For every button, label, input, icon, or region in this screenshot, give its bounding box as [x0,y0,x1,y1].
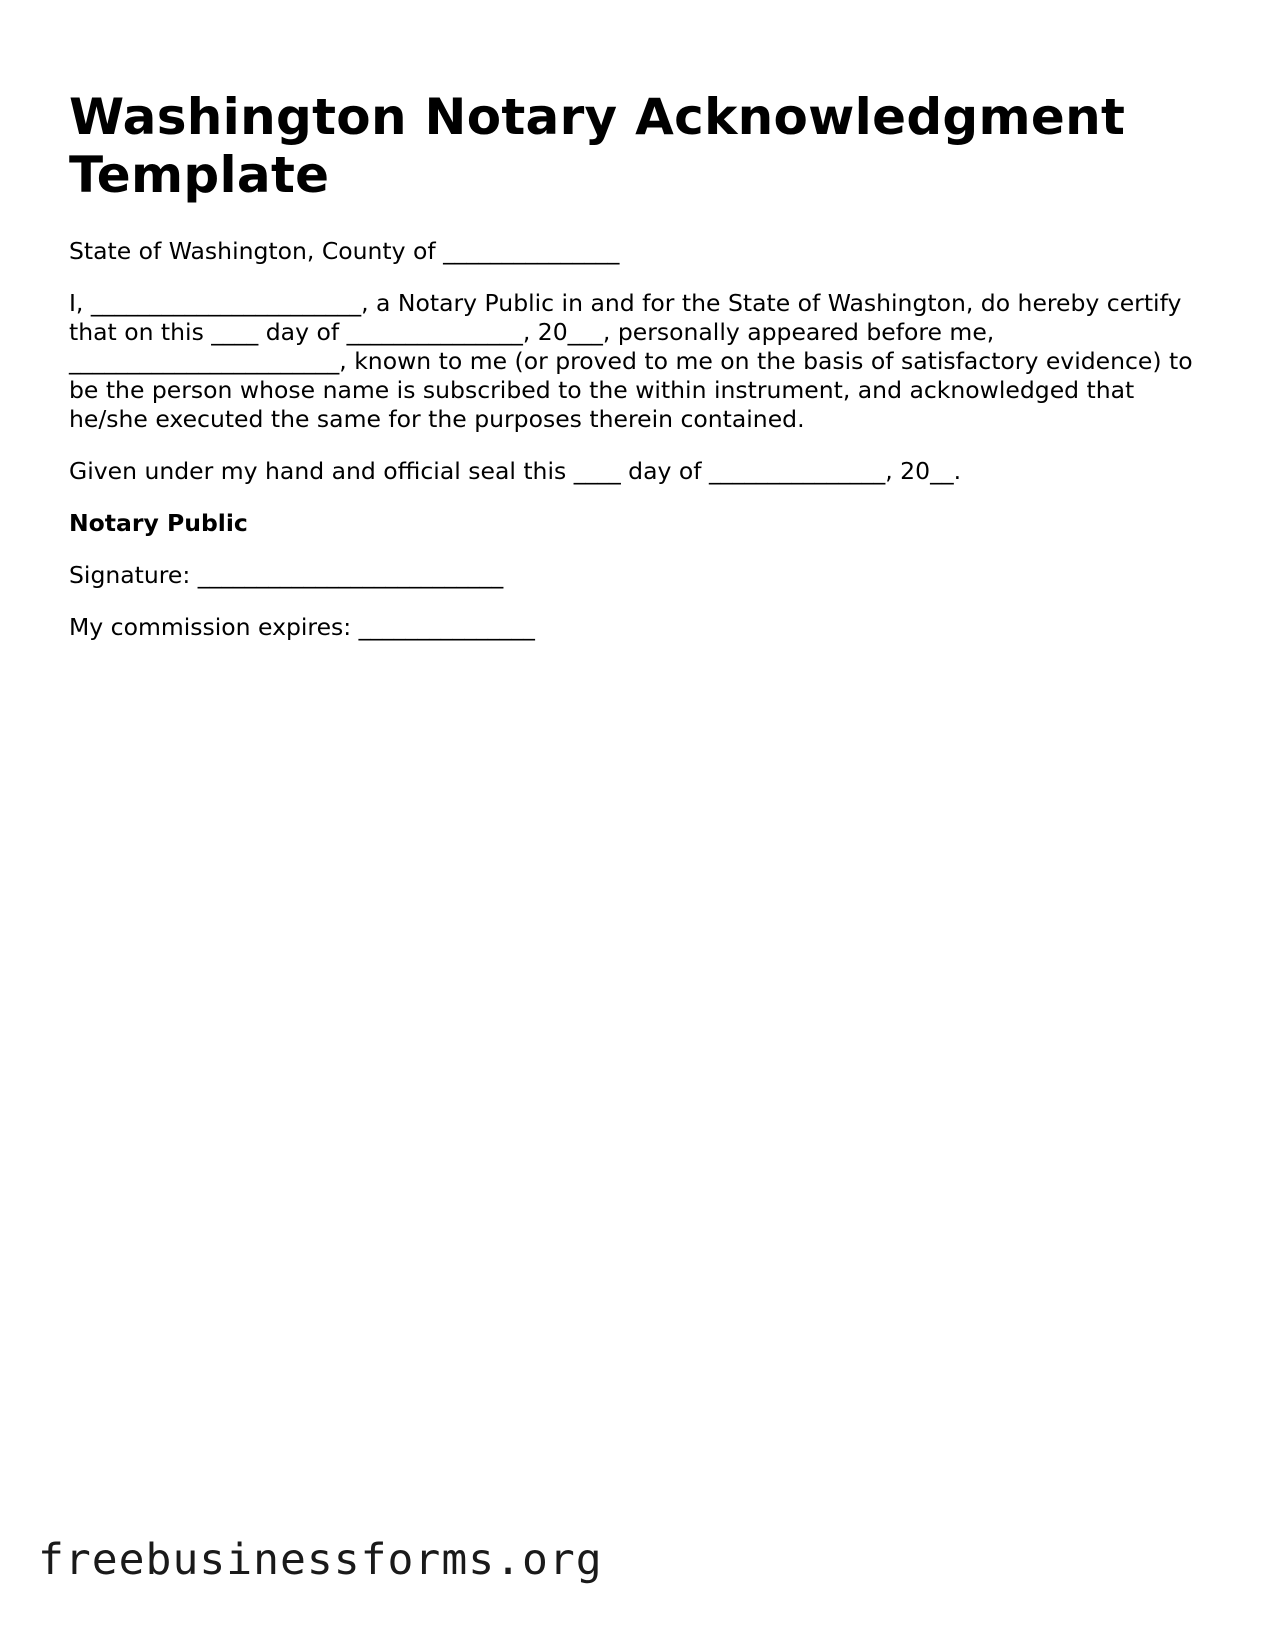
certification-paragraph: I, _______________________, a Notary Public in and for the State of Washington, do hereby certify that on this ____ day of _______________, 20___, personally appeared before me, _______________________, known to me (or proved to me on the basis of satisfactory evidence) to be the person whose name is subscribed to the within instrument, and acknowledged that he/she executed the same for the purposes therein contained. [69,289,1193,433]
commission-expires-line: My commission expires: _______________ [69,613,535,641]
notary-public-heading: Notary Public [69,509,248,537]
document-page [69,88,1199,665]
given-under-seal-line: Given under my hand and official seal this ____ day of _______________, 20__. [69,457,962,485]
signature-line: Signature: __________________________ [69,561,504,589]
state-county-line: State of Washington, County of _______________ [69,237,620,265]
document-title: Washington Notary Acknowledgment Template [69,88,1126,204]
site-watermark: freebusinessforms.org [38,1535,603,1585]
